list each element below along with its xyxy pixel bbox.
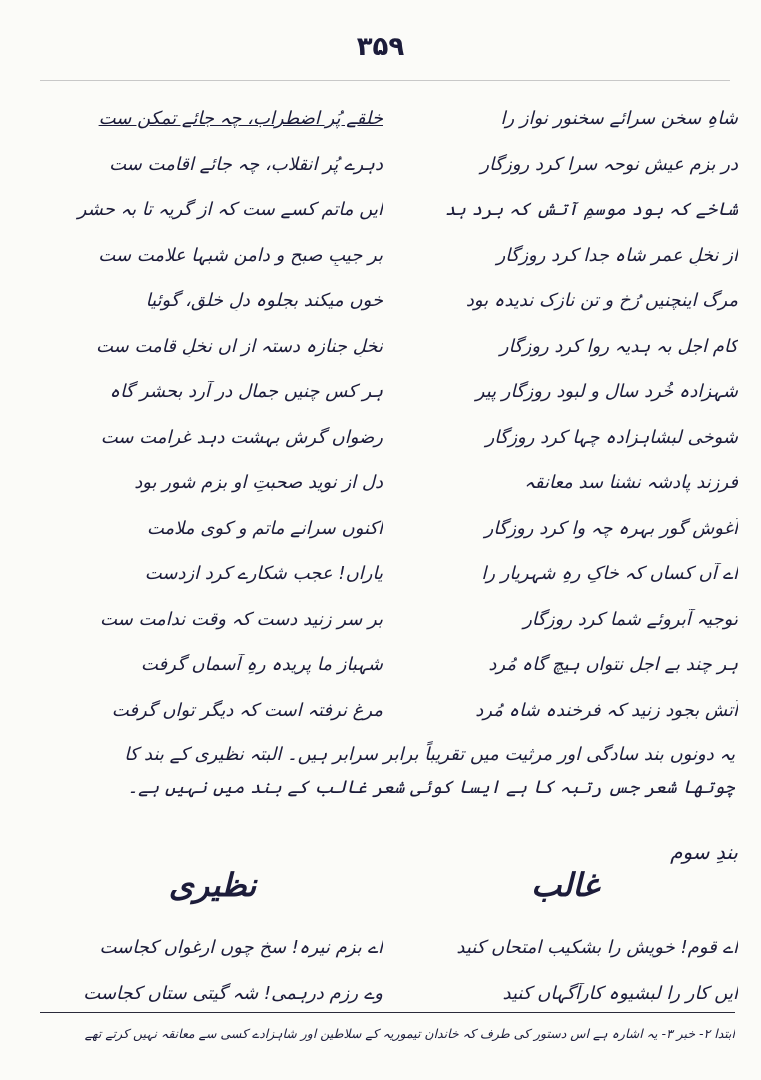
stanza-two-column (38, 96, 738, 733)
verse-left: شہباز ما پریدہ رہِ آسماں گرفت (140, 654, 383, 676)
poet-heading-ghalib: غالب (531, 866, 599, 904)
verse-row (38, 971, 738, 1017)
verse-right: اے قوم! خویش را بشکیب امتحاں کنید (456, 937, 738, 959)
verse-right: شاخے کہ بود موسمِ آتش کہ برد ہد (444, 199, 738, 221)
verse-right: شوخی لبشاہزادہ چہا کرد روزگار (485, 426, 738, 448)
verse-row (38, 233, 738, 279)
verse-right: از نخلِ عمرِ شاہ جدا کرد روزگار (496, 244, 738, 266)
footnote-divider (40, 1012, 735, 1013)
verse-left: دل از نوید صحبتِ او بزمِ شور بود (134, 472, 383, 494)
verse-row (38, 925, 738, 971)
poet-headings (40, 866, 735, 904)
verse-left: اے بزم نیرہ! سخ چوں ارغواں کجاست (99, 937, 383, 959)
section-title: بندِ سوم (670, 840, 738, 864)
verse-right: ہر چند بے اجل نتواں ہیچ گاہ مُرد (488, 654, 738, 676)
commentary-paragraph (40, 738, 735, 804)
verse-right: فرزند پادشہ نشنا سد معانقہ (524, 472, 738, 494)
verse-right: شہزادہ خُرد سال و لبود روزگار پیر (475, 381, 738, 403)
verse-left: اکنوں سرانے ماتم و کوی ملامت (146, 517, 383, 539)
verse-row (38, 506, 738, 552)
verse-left: خلقے پُر اضطراب، چہ جائے تمکن ست (98, 108, 383, 130)
verse-row (38, 187, 738, 233)
verse-row (38, 460, 738, 506)
page-number: ۳۵۹ (356, 32, 405, 62)
stanza-three (38, 925, 738, 1016)
commentary-line: چوتھا شعر جس رتبہ کا ہے ایسا کوئی شعر غالب کے بند میں نہیں ہے۔ (127, 777, 735, 798)
top-divider (40, 80, 730, 81)
verse-row (38, 415, 738, 461)
verse-right: توجیہ آبروئے شما کرد روزگار (523, 608, 738, 630)
verse-row (38, 324, 738, 370)
verse-right: مرگ اینچنیں رُخ و تنِ نازک ندیدہ بود (465, 290, 738, 312)
verse-left: یاراں! عجب شکارے کرد ازدست (144, 563, 383, 585)
verse-row (38, 551, 738, 597)
commentary-line: یہ دونوں بند سادگی اور مرثیت میں تقریباً برابر سرابر ہیں۔ البتہ نظیری کے بند کا (124, 744, 735, 765)
verse-row (38, 597, 738, 643)
verse-row (38, 369, 738, 415)
verse-left: مرغِ نرفتہ است کہ دیگر تواں گرفت (111, 699, 383, 721)
verse-left: خوں میکند بجلوہ دلِ خلق، گوئیا (145, 290, 383, 312)
footnote: ابتدا ۲- خبر ۳- یہ اشارہ ہے اس دستور کی طرف کہ خاندانِ تیموریہ کے سلاطین اور شاہزادے کسی سے معانقہ نہیں کرتے تھے (84, 1026, 735, 1041)
verse-left: بر سر زنید دست کہ وقت ندامت ست (100, 608, 383, 630)
verse-row (38, 642, 738, 688)
verse-left: بر جیبِ صبح و دامنِ شبہا علامت ست (98, 244, 383, 266)
verse-left: ایں ماتم کسے ست کہ از گریہ تا بہ حشر (77, 199, 383, 221)
verse-row (38, 142, 738, 188)
verse-right: آتش بجود زنید کہ فرخندہ شاہ مُرد (475, 699, 738, 721)
verse-left: وے رزم درہمی! شہ گیتی ستاں کجاست (83, 982, 383, 1004)
poet-heading-naziri: نظیری (168, 866, 257, 904)
verse-right: کامِ اجل بہ ہدیہ روا کرد روزگار (499, 335, 738, 357)
verse-right: شاہِ سخن سرائے سخنور نواز را (500, 108, 738, 130)
verse-left: نخلِ جنازہ دستہ از اں نخلِ قامت ست (95, 335, 383, 357)
verse-right: در بزمِ عیش نوحہ سرا کرد روزگار (480, 153, 738, 175)
verse-left: دہرے پُر انقلاب، چہ جائے اقامت ست (109, 153, 383, 175)
verse-right: اے آں کساں کہ خاکِ رہِ شہریار را (481, 563, 738, 585)
verse-right: آغوشِ گور بہرہ چہ وا کرد روزگار (484, 517, 738, 539)
verse-row (38, 688, 738, 734)
verse-row (38, 96, 738, 142)
verse-right: ایں کار را لبشیوہ کارآگہاں کنید (502, 982, 738, 1004)
verse-row (38, 278, 738, 324)
verse-left: ہر کس چنیں جمال در آرد بحشر گاہ (109, 381, 383, 403)
verse-left: رضواں گرش بہشت دہد غرامت ست (100, 426, 383, 448)
